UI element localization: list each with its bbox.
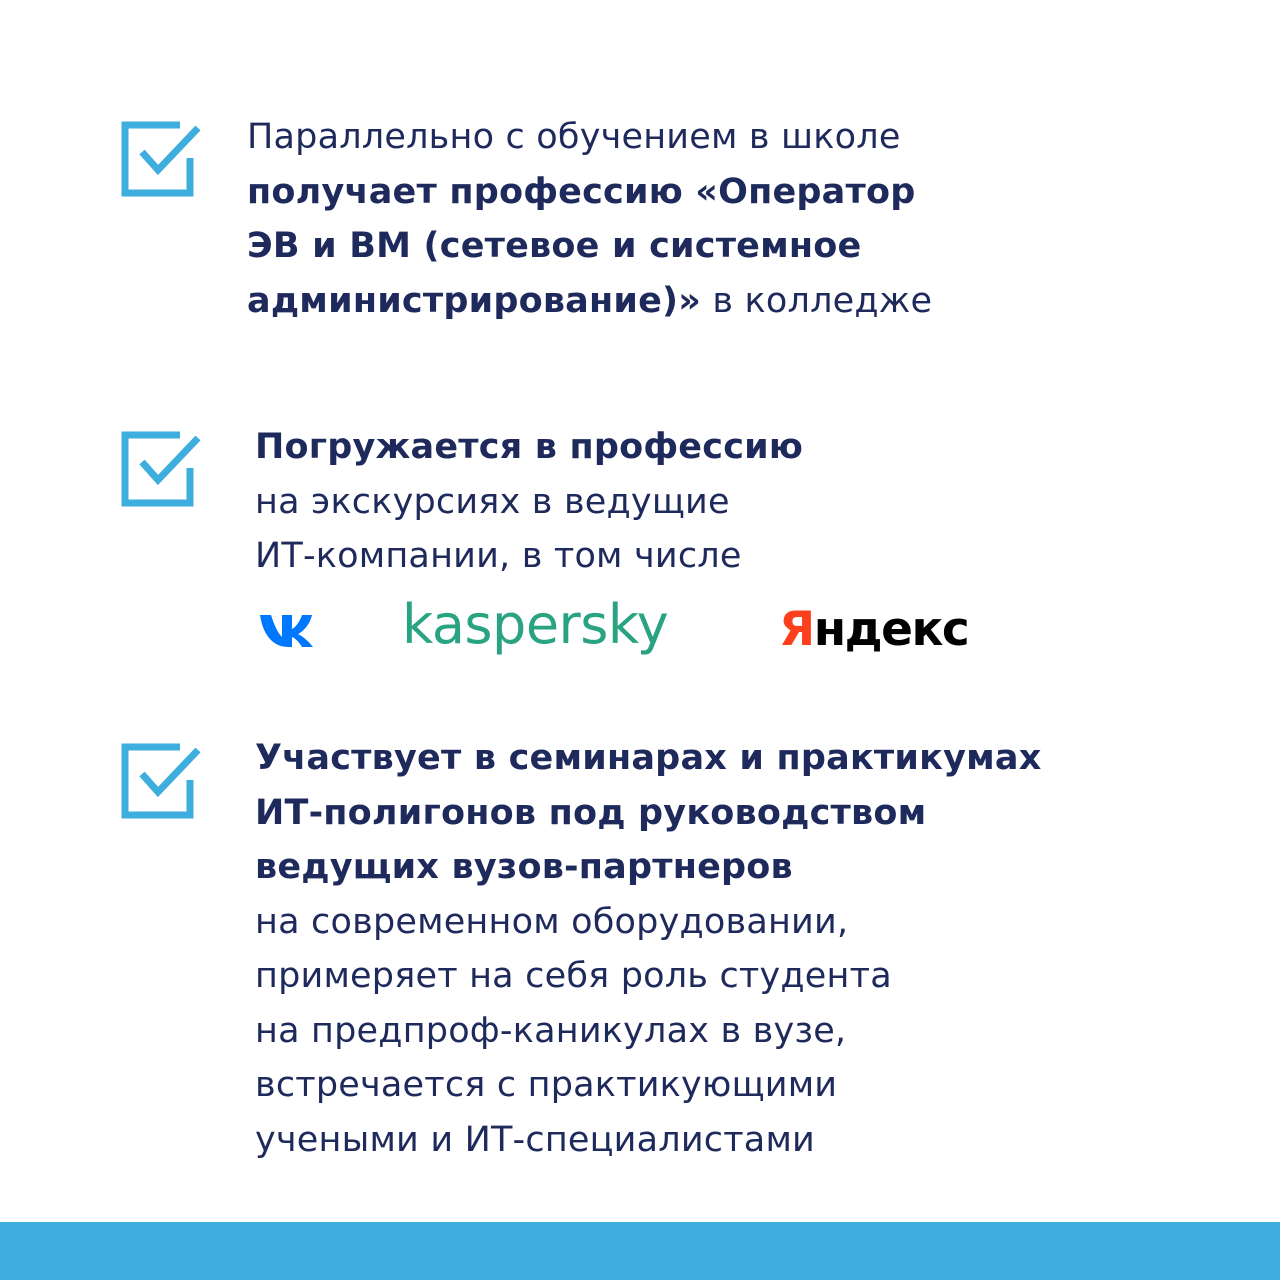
feature-line: [247, 165, 932, 220]
checkbox-check-icon: [120, 120, 204, 200]
feature-line: [255, 731, 1042, 786]
checkbox-check-icon: [120, 430, 204, 510]
feature-line: [247, 219, 932, 274]
feature-line: [255, 420, 803, 475]
feature-text-college: [247, 110, 932, 328]
text-regular: примеряет на себя роль студента: [255, 956, 892, 996]
text-regular: учеными и ИТ-специалистами: [255, 1119, 816, 1160]
text-bold: ведущих вузов-партнеров: [255, 847, 793, 887]
feature-line: [255, 1004, 1042, 1059]
yandex-logo-first-letter: Я: [779, 602, 814, 657]
text-bold: ИТ-полигонов под руководством: [255, 792, 927, 833]
kaspersky-logo: kaspersky: [402, 593, 669, 656]
feature-line: [255, 1113, 1042, 1168]
text-bold: администрирование)»: [247, 280, 702, 321]
text-bold: Погружается в профессию: [255, 427, 804, 467]
yandex-logo: [779, 598, 968, 662]
text-bold: ЭВ и ВМ (сетевое и системное: [247, 226, 862, 266]
text-regular: на экскурсиях в ведущие: [255, 481, 730, 522]
text-regular: ИТ-компании, в том числе: [255, 536, 742, 576]
feature-line: [255, 475, 803, 530]
feature-line: [255, 895, 1042, 950]
feature-line: [247, 110, 932, 165]
feature-text-excursions: [255, 420, 803, 584]
feature-line: [255, 949, 1042, 1004]
yandex-logo-rest: ндекс: [813, 602, 969, 657]
text-regular: встречается с практикующими: [255, 1065, 838, 1105]
feature-line: [255, 1058, 1042, 1113]
text-regular: Параллельно с обучением в школе: [247, 117, 901, 157]
text-bold: Участвует в семинарах и практикумах: [255, 738, 1042, 778]
feature-text-seminars: [255, 731, 1042, 1167]
text-regular: на предпроф-каникулах в вузе,: [255, 1010, 847, 1051]
checkbox-check-icon: [120, 742, 204, 822]
footer-bar: [0, 1222, 1280, 1280]
feature-line: [255, 786, 1042, 841]
feature-line: [247, 274, 932, 329]
text-regular: на современном оборудовании,: [255, 901, 849, 942]
feature-line: [255, 840, 1042, 895]
company-logos: [0, 593, 1280, 668]
text-bold: получает профессию «Оператор: [247, 171, 916, 212]
vk-logo-icon: [258, 612, 314, 648]
text-regular: в колледже: [701, 280, 933, 321]
feature-line: [255, 529, 803, 584]
